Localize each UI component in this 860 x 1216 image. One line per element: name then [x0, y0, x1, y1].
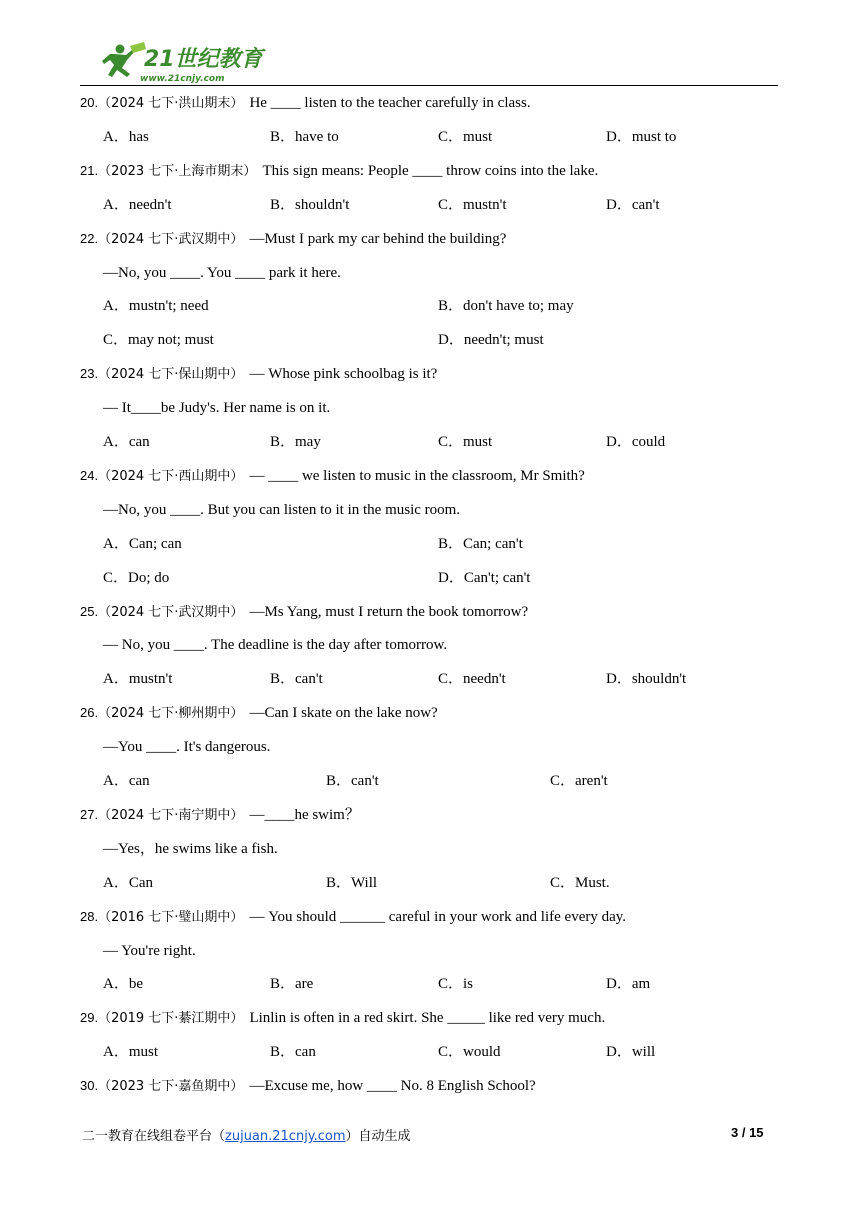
question-text: Linlin is often in a red skirt. She _____ like red very much.	[249, 1010, 606, 1027]
answer-option: B．are	[270, 976, 314, 993]
question-stem	[80, 1008, 605, 1029]
question-stem	[80, 161, 598, 182]
svg-text:www.21cnjy.com: www.21cnjy.com	[140, 74, 225, 84]
question-number: 26.	[80, 705, 99, 721]
question-text: —No, you ____. You ____ park it here.	[103, 264, 341, 281]
question-text: —Ms Yang, must I return the book tomorrow?	[249, 603, 529, 620]
question-source: （2024 七下·南宁期中）	[98, 807, 244, 823]
question-text: — No, you ____. The deadline is the day after tomorrow.	[103, 637, 448, 654]
question-source: （2023 七下·上海市期末）	[98, 163, 257, 179]
answer-option: C．must	[438, 434, 493, 450]
question-source: （2024 七下·西山期中）	[98, 468, 244, 484]
answer-option: C．would	[438, 1044, 501, 1061]
answer-option: A．can	[103, 773, 150, 789]
question-text: —Yes，he swims like a fish.	[103, 840, 278, 857]
question-number: 21.	[80, 162, 99, 178]
question-stem	[80, 602, 528, 623]
question-text: — You're right.	[103, 942, 196, 959]
question-text: —You ____. It's dangerous.	[103, 739, 271, 756]
answer-option: B．Can; can't	[438, 535, 523, 552]
question-text: — Whose pink schoolbag is it?	[249, 366, 438, 383]
question-source: （2024 七下·武汉期中）	[98, 231, 244, 247]
header-rule	[80, 85, 778, 86]
answer-option: C．is	[438, 976, 474, 993]
footer-suffix: ）自动生成	[345, 1129, 411, 1144]
question-text: He ____ listen to the teacher carefully in class.	[249, 95, 531, 111]
answer-option: B．may	[270, 434, 321, 450]
question-source: （2024 七下·保山期中）	[98, 367, 244, 383]
question-stem	[80, 93, 531, 114]
answer-option: B．don't have to; may	[438, 298, 574, 315]
answer-option: B．have to	[270, 128, 339, 145]
question-stem	[80, 805, 360, 826]
footer-prefix: 二一教育在线组卷平台（	[82, 1129, 226, 1144]
answer-option: A．needn't	[103, 196, 172, 213]
question-number: 20.	[80, 95, 99, 110]
question-source: （2024 七下·洪山期末）	[98, 96, 244, 111]
question-stem	[80, 1076, 536, 1097]
answer-option: C．must	[438, 128, 493, 145]
question-number: 28.	[80, 908, 99, 924]
answer-option: C．aren't	[550, 773, 608, 789]
question-stem	[80, 229, 506, 250]
question-text: This sign means: People ____ throw coins into the lake.	[262, 162, 599, 179]
question-stem	[80, 466, 585, 487]
question-text: —____he swim？	[249, 806, 360, 823]
answer-option: A．can	[103, 434, 150, 450]
question-text: —No, you ____. But you can listen to it in the music room.	[103, 501, 461, 518]
answer-option: D．must to	[606, 128, 677, 145]
answer-option: A．must	[103, 1044, 159, 1061]
answer-option: A．Can	[103, 874, 153, 891]
question-stem	[80, 364, 437, 385]
question-stem	[80, 907, 626, 928]
question-number: 30.	[80, 1078, 99, 1094]
answer-option: D．Can't; can't	[438, 569, 531, 586]
answer-option: A．mustn't; need	[103, 298, 209, 315]
answer-option: A．has	[103, 128, 149, 145]
answer-option: B．can't	[326, 773, 379, 789]
question-number: 22.	[80, 230, 99, 246]
answer-option: D．could	[606, 434, 666, 450]
answer-option: B．shouldn't	[270, 196, 350, 213]
site-logo	[100, 40, 270, 84]
footer-credit	[82, 1125, 411, 1144]
question-source: （2019 七下·綦江期中）	[98, 1011, 244, 1027]
answer-option: C．mustn't	[438, 196, 507, 213]
answer-option: C．needn't	[438, 671, 506, 688]
answer-option: C．Must.	[550, 874, 610, 891]
answer-option: D．will	[606, 1044, 656, 1061]
question-text: — ____ we listen to music in the classroom, Mr Smith?	[249, 467, 585, 484]
question-source: （2024 七下·柳州期中）	[98, 706, 244, 722]
question-text: —Can I skate on the lake now?	[249, 705, 438, 722]
question-number: 24.	[80, 467, 99, 483]
question-source: （2024 七下·武汉期中）	[98, 604, 244, 620]
question-text: — It____be Judy's. Her name is on it.	[103, 400, 331, 417]
answer-option: A．mustn't	[103, 671, 173, 688]
answer-option: C．may not; must	[103, 332, 214, 349]
question-number: 25.	[80, 603, 99, 619]
question-source: （2016 七下·璧山期中）	[98, 909, 244, 925]
answer-option: D．can't	[606, 196, 660, 213]
question-stem	[80, 703, 438, 724]
svg-text:21世纪教育: 21世纪教育	[144, 47, 263, 72]
answer-option: B．can	[270, 1044, 316, 1061]
answer-option: D．shouldn't	[606, 671, 687, 688]
answer-option: B．Will	[326, 874, 378, 891]
footer-link[interactable]: zujuan.21cnjy.com	[225, 1129, 346, 1144]
question-text: —Excuse me, how ____ No. 8 English School?	[249, 1078, 536, 1095]
answer-option: D．am	[606, 976, 651, 993]
question-number: 27.	[80, 806, 99, 822]
answer-option: D．needn't; must	[438, 332, 544, 349]
question-text: — You should ______ careful in your work and life every day.	[249, 908, 627, 925]
answer-option: B．can't	[270, 671, 323, 688]
question-number: 29.	[80, 1010, 99, 1026]
question-text: —Must I park my car behind the building?	[249, 230, 507, 247]
page-number: 3 / 15	[731, 1125, 764, 1140]
question-source: （2023 七下·嘉鱼期中）	[98, 1079, 244, 1095]
page-header	[0, 0, 860, 90]
answer-option: A．be	[103, 976, 143, 993]
answer-option: C．Do; do	[103, 569, 170, 586]
answer-option: A．Can; can	[103, 535, 182, 552]
question-number: 23.	[80, 366, 99, 382]
